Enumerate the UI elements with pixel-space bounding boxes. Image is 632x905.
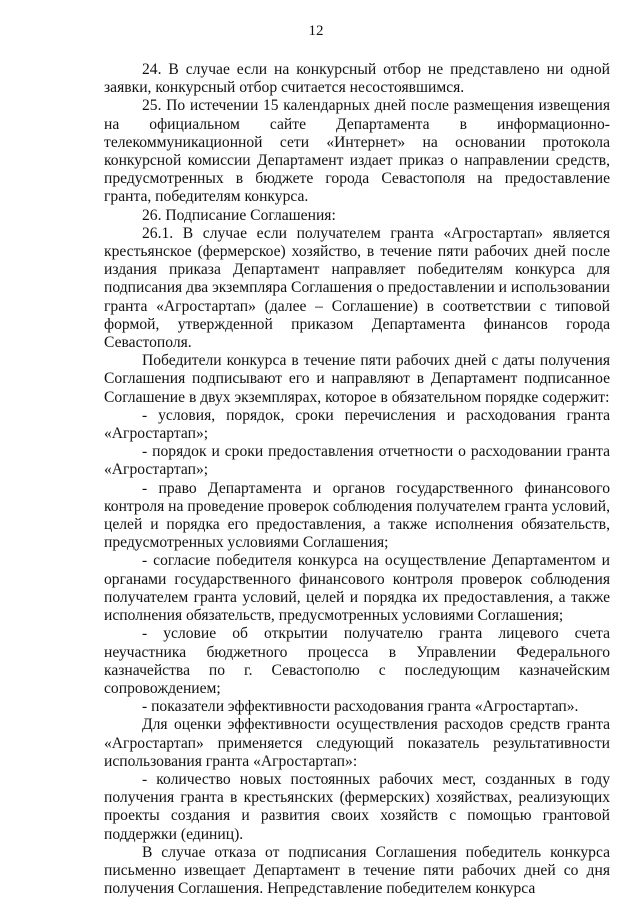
document-body — [104, 61, 610, 898]
paragraph-winners-sign: Победители конкурса в течение пяти рабочих дней с даты получения Соглашения подписывают его и направляют в Департамент подписанное Соглашение в двух экземплярах, которое в обязательном порядке содержит: — [104, 352, 610, 406]
list-item-new-jobs: - количество новых постоянных рабочих мест, созданных в году получения гранта в крестьянских (фермерских) хозяйствах, реализующих проекты создания и развития своих хозяйств с помощью грантовой поддержки (единиц). — [104, 770, 610, 843]
paragraph-24: 24. В случае если на конкурсный отбор не представлено ни одной заявки, конкурсный отбор считается несостоявшимся. — [104, 61, 610, 97]
paragraph-26-1: 26.1. В случае если получателем гранта «Агростартап» является крестьянское (фермерское) хозяйство, в течение пяти рабочих дней после издания приказа Департамент направляет победителям конкурса для подписания два экземпляра Соглашения о предоставлении и использовании гранта «Агростартап» (далее – Соглашение) в соответствии с типовой формой, утвержденной приказом Департамента финансов города Севастополя. — [104, 224, 610, 352]
paragraph-efficiency-evaluation: Для оценки эффективности осуществления расходов средств гранта «Агростартап» применяется следующий показатель результативности использования гранта «Агростартап»: — [104, 716, 610, 770]
list-item-audit-right: - право Департамента и органов государственного финансового контроля на проведение проверок соблюдения получателем гранта условий, целей и порядка его предоставления, а также исполнения обязательств, предусмотренных условиями Соглашения; — [104, 479, 610, 552]
list-item-treasury-account: - условие об открытии получателю гранта лицевого счета неучастника бюджетного процесса в Управлении Федерального казначейства по г. Севастополю с последующим казначейским сопровождением; — [104, 625, 610, 697]
list-item-audit-consent: - согласие победителя конкурса на осуществление Департаментом и органами государственного финансового контроля проверок соблюдения получателем гранта условий, целей и порядка их предоставления, а также исполнения обязательств, предусмотренных условиями Соглашения; — [104, 552, 610, 625]
list-item-efficiency-indicators: - показатели эффективности расходования гранта «Агростартап». — [142, 698, 579, 716]
paragraph-refusal: В случае отказа от подписания Соглашения победитель конкурса письменно извещает Департамент в течение пяти рабочих дней со дня получения Соглашения. Непредставление победителем конкурса — [104, 843, 610, 898]
page-number: 12 — [308, 23, 324, 39]
list-item-reporting: - порядок и сроки предоставления отчетности о расходовании гранта «Агростартап»; — [104, 443, 610, 479]
paragraph-25: 25. По истечении 15 календарных дней после размещения извещения на официальном сайте Департамента в информационно-телекоммуникационной сети «Интернет» на основании протокола конкурсной комиссии Департамент издает приказ о направлении средств, предусмотренных в бюджете города Севастополя на предоставление гранта, победителям конкурса. — [104, 97, 610, 206]
list-item-conditions: - условия, порядок, сроки перечисления и расходования гранта «Агростартап»; — [104, 406, 610, 443]
paragraph-26-heading: 26. Подписание Соглашения: — [142, 206, 336, 224]
